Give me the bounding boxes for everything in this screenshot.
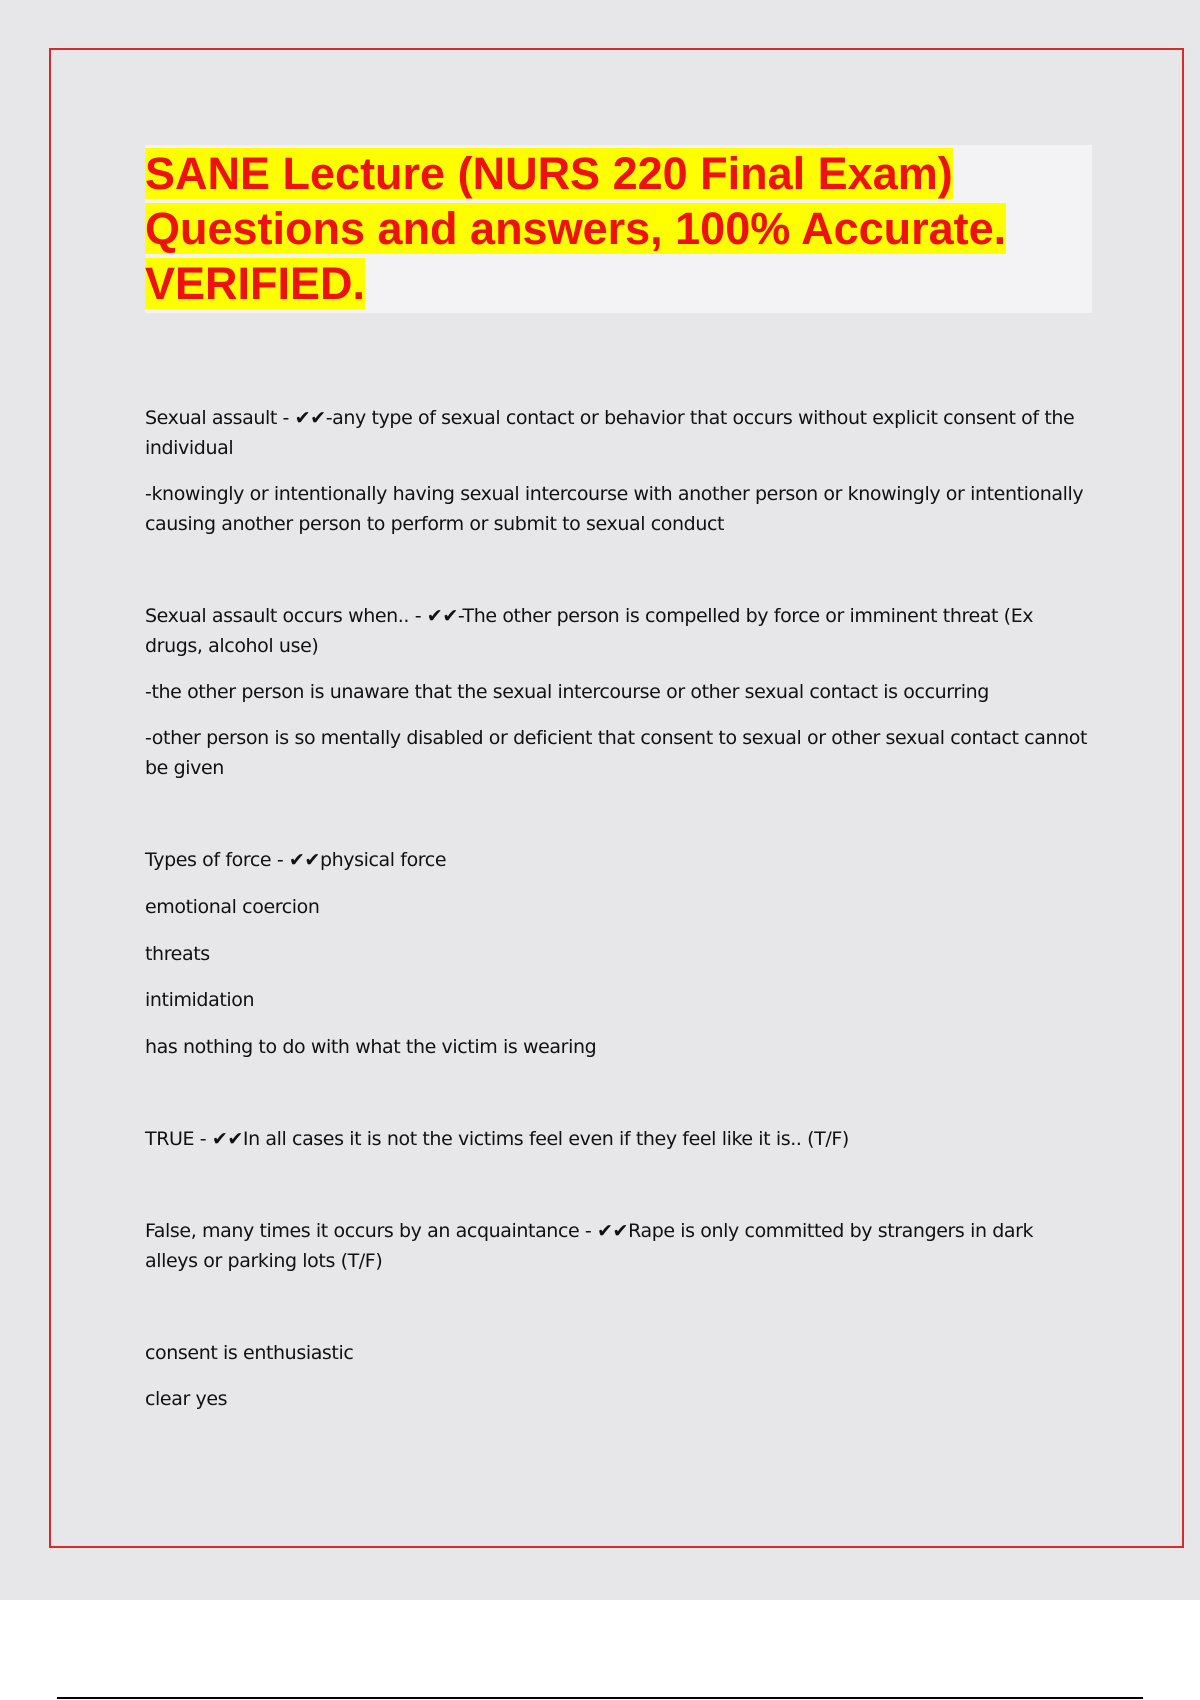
title-text: SANE Lecture (NURS 220 Final Exam) Questions and answers, 100% Accurate. VERIFIED.: [145, 148, 1007, 309]
paragraph: consent is enthusiastic: [145, 1342, 354, 1364]
paragraph: -other person is so mentally disabled or deficient that consent to sexual or other sexual contact cannot be given: [145, 727, 1088, 779]
paragraph: threats: [145, 943, 210, 965]
document-body: [145, 403, 1090, 1414]
paragraph: Sexual assault occurs when.. - ✔✔-The other person is compelled by force or imminent threat (Ex drugs, alcohol use): [145, 605, 1034, 657]
footer-divider: [57, 1697, 1143, 1699]
paragraph: False, many times it occurs by an acquaintance - ✔✔Rape is only committed by strangers in dark alleys or parking lots (T/F): [145, 1220, 1034, 1272]
paragraph: has nothing to do with what the victim is wearing: [145, 1036, 597, 1058]
paragraph: -knowingly or intentionally having sexual intercourse with another person or knowingly or intentionally causing another person to perform or submit to sexual conduct: [145, 483, 1084, 535]
paragraph: intimidation: [145, 989, 255, 1011]
paragraph: -the other person is unaware that the sexual intercourse or other sexual contact is occurring: [145, 681, 989, 703]
document-title: [145, 146, 1085, 311]
paragraph: Types of force - ✔✔physical force: [145, 849, 447, 871]
paragraph: emotional coercion: [145, 896, 320, 918]
paragraph: clear yes: [145, 1388, 228, 1410]
paragraph: Sexual assault - ✔✔-any type of sexual contact or behavior that occurs without explicit consent of the individual: [145, 407, 1075, 459]
paragraph: TRUE - ✔✔In all cases it is not the victims feel even if they feel like it is.. (T/F): [145, 1128, 849, 1150]
